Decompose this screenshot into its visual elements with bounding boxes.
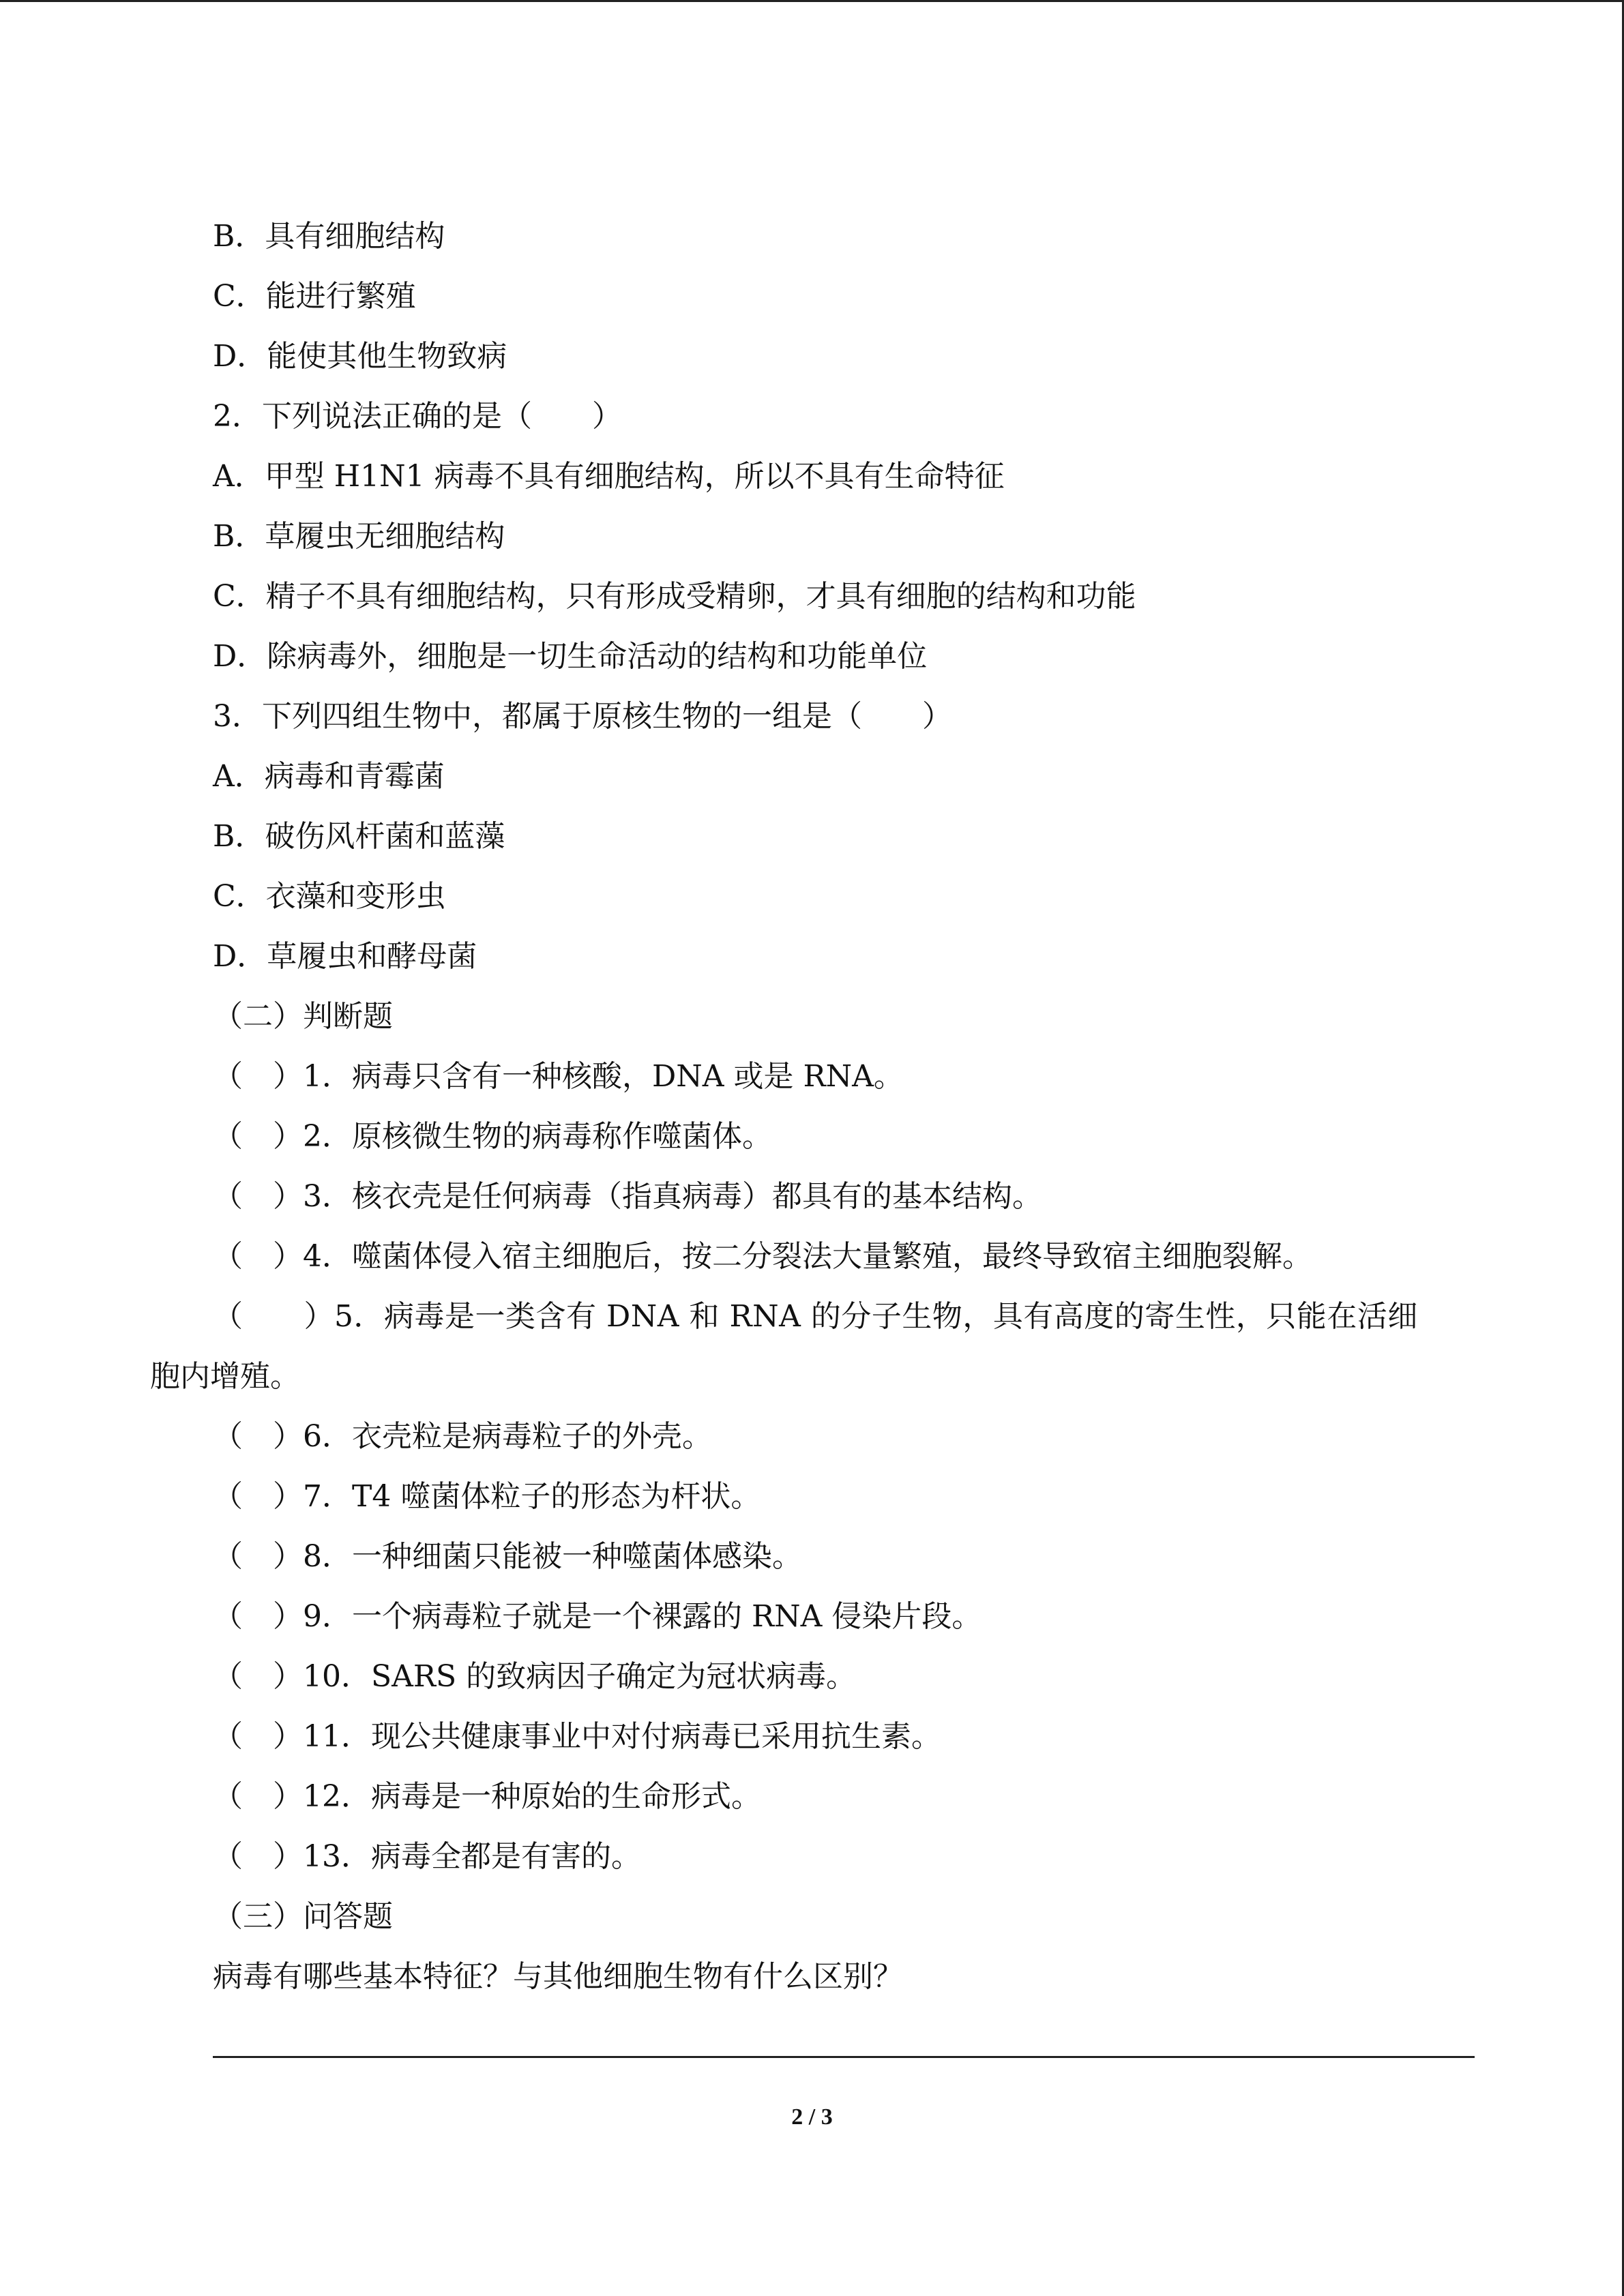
- question-3-option-c: C．衣藻和变形虫: [213, 879, 446, 914]
- question-2-option-d: D．除病毒外，细胞是一切生命活动的结构和功能单位: [213, 639, 928, 674]
- true-false-item-2: （ ）2．原核微生物的病毒称作噬菌体。: [213, 1119, 772, 1154]
- true-false-item-3: （ ）3．核衣壳是任何病毒（指真病毒）都具有的基本结构。: [213, 1179, 1042, 1214]
- true-false-item-6: （ ）6．衣壳粒是病毒粒子的外壳。: [213, 1419, 712, 1454]
- question-3-option-b: B．破伤风杆菌和蓝藻: [213, 819, 505, 854]
- essay-question: 病毒有哪些基本特征？与其他细胞生物有什么区别？: [213, 1959, 903, 1994]
- question-2-option-b: B．草履虫无细胞结构: [213, 519, 505, 554]
- question-3: 3．下列四组生物中，都属于原核生物的一组是（ ）: [213, 699, 952, 734]
- true-false-item-1: （ ）1．病毒只含有一种核酸，DNA 或是 RNA。: [213, 1059, 904, 1094]
- true-false-item-5: （ ）5．病毒是一类含有 DNA 和 RNA 的分子生物，具有高度的寄生性，只能在活细: [213, 1299, 1418, 1334]
- page-number: 2 / 3: [791, 2104, 833, 2130]
- option-d-causes-disease: D．能使其他生物致病: [213, 339, 507, 374]
- option-b-has-cell-structure: B．具有细胞结构: [213, 219, 445, 254]
- true-false-item-9: （ ）9．一个病毒粒子就是一个裸露的 RNA 侵染片段。: [213, 1599, 982, 1634]
- question-3-option-d: D．草履虫和酵母菌: [213, 939, 477, 974]
- section-essay-heading: （三）问答题: [213, 1899, 393, 1934]
- option-c-can-reproduce: C．能进行繁殖: [213, 279, 416, 314]
- footer-divider: [213, 2056, 1475, 2058]
- section-true-false-heading: （二）判断题: [213, 999, 393, 1034]
- true-false-item-10: （ ）10．SARS 的致病因子确定为冠状病毒。: [213, 1659, 857, 1694]
- true-false-item-4: （ ）4．噬菌体侵入宿主细胞后，按二分裂法大量繁殖，最终导致宿主细胞裂解。: [213, 1239, 1312, 1274]
- true-false-item-12: （ ）12．病毒是一种原始的生命形式。: [213, 1779, 761, 1814]
- question-2-option-c: C．精子不具有细胞结构，只有形成受精卵，才具有细胞的结构和功能: [213, 579, 1136, 614]
- document-body: [150, 207, 1475, 2007]
- question-2-option-a: A．甲型 H1N1 病毒不具有细胞结构，所以不具有生命特征: [213, 459, 1005, 494]
- question-3-option-a: A．病毒和青霉菌: [213, 759, 445, 794]
- true-false-item-13: （ ）13．病毒全都是有害的。: [213, 1839, 641, 1874]
- question-2: 2．下列说法正确的是（ ）: [213, 399, 622, 434]
- true-false-item-5-continuation: 胞内增殖。: [150, 1359, 300, 1394]
- true-false-item-7: （ ）7．T4 噬菌体粒子的形态为杆状。: [213, 1479, 761, 1514]
- true-false-item-8: （ ）8．一种细菌只能被一种噬菌体感染。: [213, 1539, 802, 1574]
- true-false-item-11: （ ）11．现公共健康事业中对付病毒已采用抗生素。: [213, 1719, 941, 1754]
